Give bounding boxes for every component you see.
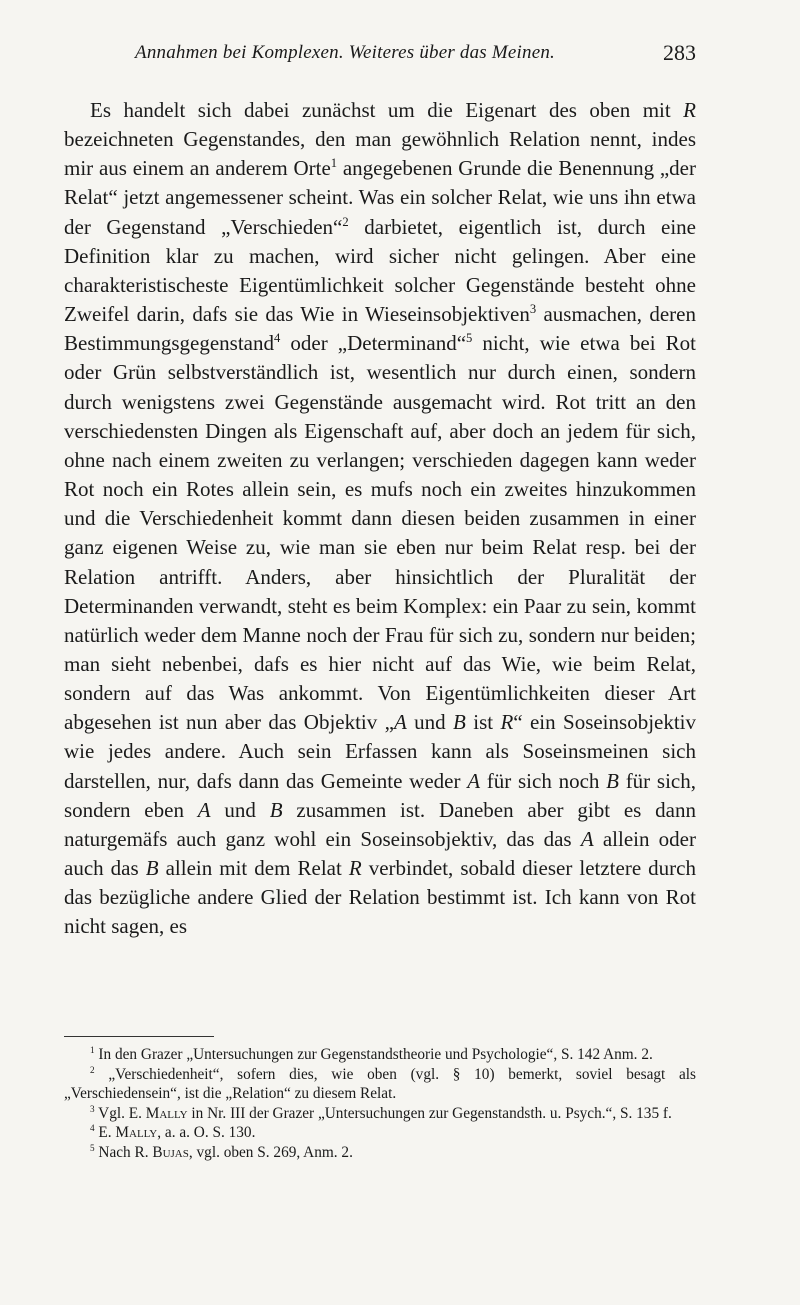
body-text-run: verbindet, sobald dieser letztere durch das bezügliche andere Glied der Relation bestimmt ist. Ich kann von Rot nicht sagen, es <box>64 856 696 939</box>
symbol-b: B <box>269 797 283 822</box>
footnote-text: , a. a. O. S. 130. <box>157 1124 256 1142</box>
body-text-run: für sich noch <box>480 768 607 793</box>
body-text-run: ausmachen, deren Bestimmungsgegenstand <box>64 302 696 356</box>
footnote-ref-2: 2 <box>342 214 349 229</box>
footnote-2 <box>64 1065 696 1104</box>
body-text-run: Es handelt sich dabei zunächst um die Eigenart des oben mit <box>90 98 684 122</box>
footnote-number: 1 <box>90 1044 95 1055</box>
footnote-prefix: E. <box>98 1124 116 1142</box>
symbol-a: A <box>197 797 211 822</box>
footnote-ref-1: 1 <box>330 156 338 171</box>
symbol-a: A <box>393 710 407 735</box>
body-text-run: bezeichneten Gegenstandes, den man gewöhnlich Relation nennt, indes mir aus einem an anderem Orte <box>64 127 696 181</box>
author-name: Mally <box>115 1124 158 1142</box>
footnote-rule <box>64 1036 214 1037</box>
footnote-number: 3 <box>90 1103 95 1114</box>
footnote-number: 4 <box>90 1123 95 1134</box>
footnote-prefix: Nach R. <box>98 1143 153 1161</box>
footnote-ref-5: 5 <box>466 331 473 346</box>
author-name: Mally <box>145 1104 188 1122</box>
footnote-1 <box>64 1045 696 1065</box>
page-number: 283 <box>663 40 696 65</box>
body-text-run: und <box>210 797 270 822</box>
running-header <box>64 42 696 72</box>
footnote-3 <box>64 1104 696 1124</box>
footnote-number: 2 <box>90 1064 95 1075</box>
body-text-run: ist <box>465 710 501 735</box>
running-title: Annahmen bei Komplexen. Weiteres über das Meinen. <box>135 42 555 63</box>
symbol-a: A <box>580 826 594 851</box>
body-text-run: zusammen ist. Daneben aber gibt es dann naturgemäfs auch ganz wohl ein Soseinsobjektiv, das das <box>64 797 697 851</box>
footnote-4 <box>64 1123 696 1143</box>
symbol-b: B <box>453 710 466 735</box>
body-text-run: allein oder auch das <box>64 826 696 881</box>
footnote-number: 5 <box>90 1142 95 1153</box>
footnotes <box>64 1045 696 1163</box>
body-text-run: “ ein Soseinsobjektiv wie jedes andere. Auch sein Erfassen kann als Soseinsmeinen sich darstellen, nur, dafs dann das Gemeinte weder <box>64 710 697 793</box>
body-text-run: allein mit dem Relat <box>158 856 349 881</box>
symbol-r: R <box>683 98 696 122</box>
footnote-ref-3: 3 <box>529 302 537 317</box>
footnote-text: in Nr. III der Grazer „Untersuchungen zur Gegenstandsth. u. Psych.“, S. 135 f. <box>187 1104 672 1122</box>
body-text-run: für sich, sondern eben <box>64 768 696 822</box>
footnote-ref-4: 4 <box>273 331 281 346</box>
body-paragraph <box>64 96 696 942</box>
body-text-run: darbietet, eigentlich ist, durch eine Definition klar zu machen, wird sicher nicht gelingen. Aber eine charakteristischeste Eigentümlichkeit solcher Gegenstände besteht ohne Zweifel darin, dafs sie das Wie in Wieseinsobjektiven <box>64 214 697 327</box>
footnote-text: „Verschiedenheit“, sofern dies, wie oben (vgl. § 10) bemerkt, soviel besagt als „Verschiedensein“, ist die „Relation“ zu diesem Relat. <box>64 1065 696 1103</box>
body-text-run: oder „Determinand“ <box>280 331 467 356</box>
symbol-a: A <box>467 768 481 793</box>
body-text-run: nicht, wie etwa bei Rot oder Grün selbstverständlich ist, wesentlich nur durch einen, sondern durch wenigstens zwei Gegenstände ausgemacht wird. Rot tritt an den verschiedensten Dingen als Eigenschaft auf, aber doch an jedem für sich, ohne nach einem zweiten zu verlangen; verschieden dagegen kann weder Rot noch ein Rotes allein sein, es mufs noch ein zweites hinzukommen und die Verschiedenheit kommt dann diesen beiden zusammen in einer ganz eigenen Weise zu, wie man sie eben nur beim Relat resp. bei der Relation antrifft. Anders, aber hinsichtlich der Pluralität der Determinanden verwandt, steht es beim Komplex: ein Paar zu sein, kommt natürlich weder dem Manne noch der Frau für sich zu, sondern nur beiden; man sieht nebenbei, dafs es hier nicht auf das Wie, wie beim Relat, sondern auf das Was ankommt. Von Eigentümlichkeiten dieser Art abgesehen ist nun aber das Objektiv „ <box>64 331 696 735</box>
body-text-run: und <box>406 710 454 735</box>
footnote-5 <box>64 1143 696 1163</box>
symbol-r: R <box>500 710 514 735</box>
symbol-r: R <box>348 856 362 881</box>
footnote-prefix: Vgl. E. <box>98 1104 146 1122</box>
footnote-text: , vgl. oben S. 269, Anm. 2. <box>188 1143 353 1161</box>
symbol-b: B <box>606 768 619 793</box>
footnote-text: In den Grazer „Untersuchungen zur Gegenstandstheorie und Psychologie“, S. 142 Anm. 2. <box>98 1046 653 1063</box>
body-text-run: angegebenen Grunde die Benennung „der Relat“ jetzt angemessener scheint. Was ein solcher Relat, wie uns ihn etwa der Gegenstand „Verschieden“ <box>64 156 696 239</box>
author-name: Bujas <box>152 1143 189 1161</box>
symbol-b: B <box>145 856 159 881</box>
